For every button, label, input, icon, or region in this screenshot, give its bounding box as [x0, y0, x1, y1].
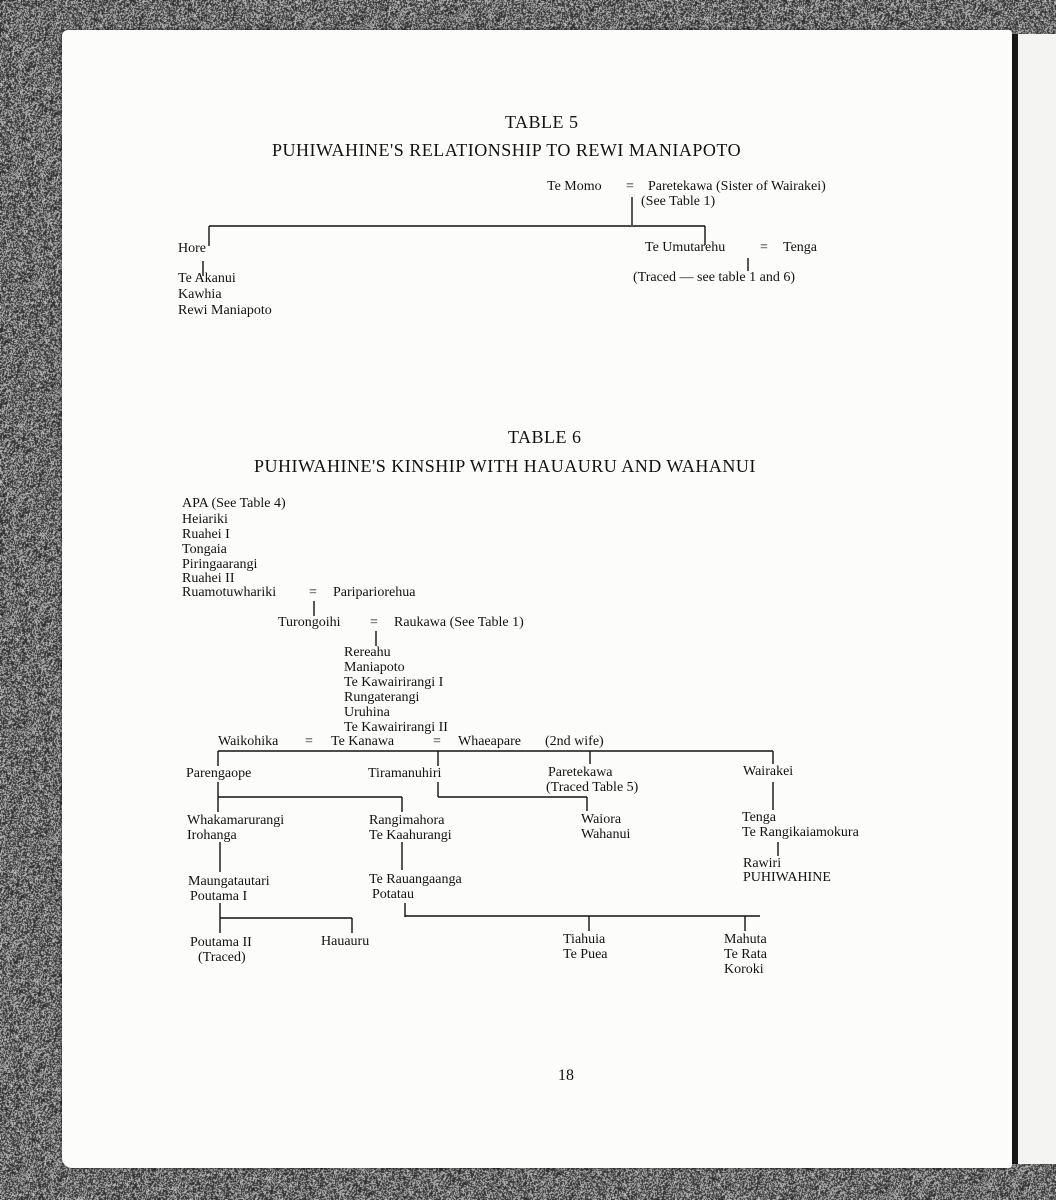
- t6-whakamarurangi: Whakamarurangi: [187, 813, 285, 828]
- t5-marriage-sign: =: [626, 179, 634, 194]
- t6-mahuta: Mahuta: [724, 932, 767, 947]
- t6-ruahei-2: Ruahei II: [182, 571, 235, 586]
- t5-traced-note: (Traced — see table 1 and 6): [633, 270, 795, 285]
- t6-wahanui: Wahanui: [581, 827, 631, 842]
- t6-te-kanawa: Te Kanawa: [331, 734, 395, 749]
- t6-marriage-sign-rua: =: [309, 585, 317, 600]
- t5-see-table1: (See Table 1): [641, 194, 716, 209]
- t6-te-rauangaanga: Te Rauangaanga: [369, 872, 462, 887]
- t6-puhiwahine: PUHIWAHINE: [743, 870, 831, 885]
- t5-paretekawa: Paretekawa (Sister of Wairakei): [648, 179, 826, 194]
- t6-rawiri: Rawiri: [743, 856, 782, 871]
- t6-maungatautari: Maungatautari: [188, 874, 270, 889]
- t6-waiora: Waiora: [581, 812, 622, 827]
- t6-tongaia: Tongaia: [182, 542, 227, 557]
- t6-waikohika: Waikohika: [218, 734, 279, 749]
- t6-ruamotuwhariki: Ruamotuwhariki: [182, 585, 277, 600]
- t6-te-rangikaiamokura: Te Rangikaiamokura: [742, 825, 859, 840]
- t6-koroki: Koroki: [724, 962, 764, 977]
- t6-te-kawairirangi-1: Te Kawairirangi I: [344, 675, 444, 690]
- t6-marriage-sign-tur: =: [370, 615, 378, 630]
- t6-apa: APA (See Table 4): [182, 496, 286, 511]
- table5-subtitle: PUHIWAHINE'S RELATIONSHIP TO REWI MANIAPOTO: [272, 140, 742, 160]
- t6-hauauru: Hauauru: [321, 934, 370, 949]
- table6-subtitle: PUHIWAHINE'S KINSHIP WITH HAUAURU AND WAHANUI: [254, 456, 756, 476]
- t5-marriage-sign-2: =: [760, 240, 768, 255]
- t6-poutama-2: Poutama II: [190, 935, 252, 950]
- t6-uruhina: Uruhina: [344, 705, 390, 720]
- t6-tiramanuhiri: Tiramanuhiri: [368, 766, 442, 781]
- t6-irohanga: Irohanga: [187, 828, 237, 843]
- facing-page-edge: [1018, 34, 1056, 1164]
- t6-traced-table5: (Traced Table 5): [546, 780, 639, 795]
- t6-poutama-1: Poutama I: [190, 889, 248, 904]
- t5-te-akanui: Te Akanui: [178, 271, 236, 286]
- t5-tenga: Tenga: [783, 240, 818, 255]
- t6-maniapoto: Maniapoto: [344, 660, 405, 675]
- t6-marriage-sign-kw: =: [433, 734, 441, 749]
- table6-title: TABLE 6: [508, 427, 582, 447]
- t6-te-puea: Te Puea: [563, 947, 608, 962]
- t6-tiahuia: Tiahuia: [563, 932, 606, 947]
- t5-rewi-maniapoto: Rewi Maniapoto: [178, 303, 272, 318]
- t6-heiariki: Heiariki: [182, 512, 228, 527]
- t6-wairakei: Wairakei: [743, 764, 794, 779]
- t6-te-kaahurangi: Te Kaahurangi: [369, 828, 452, 843]
- t6-rereahu: Rereahu: [344, 645, 391, 660]
- page-number: 18: [558, 1067, 574, 1084]
- table5-title: TABLE 5: [505, 112, 579, 132]
- t6-turongoihi: Turongoihi: [278, 615, 341, 630]
- t6-potatau: Potatau: [372, 887, 414, 902]
- t6-parengaope: Parengaope: [186, 766, 252, 781]
- t6-piringaarangi: Piringaarangi: [182, 557, 258, 572]
- t5-kawhia: Kawhia: [178, 287, 222, 302]
- t6-second-wife: (2nd wife): [545, 734, 604, 749]
- t6-rangimahora: Rangimahora: [369, 813, 445, 828]
- t6-traced: (Traced): [198, 950, 246, 965]
- t6-te-kawairirangi-2: Te Kawairirangi II: [344, 720, 448, 735]
- t5-te-umutarehu: Te Umutarehu: [645, 240, 726, 255]
- t6-paretekawa: Paretekawa: [548, 765, 613, 780]
- t5-te-momo: Te Momo: [547, 179, 602, 194]
- t6-paripariorehua: Paripariorehua: [333, 585, 416, 600]
- t6-te-rata: Te Rata: [724, 947, 767, 962]
- t6-rungaterangi: Rungaterangi: [344, 690, 420, 705]
- t6-ruahei-1: Ruahei I: [182, 527, 230, 542]
- t5-hore: Hore: [178, 241, 206, 256]
- t6-raukawa: Raukawa (See Table 1): [394, 615, 524, 630]
- t6-whaeapare: Whaeapare: [458, 734, 521, 749]
- t6-tenga: Tenga: [742, 810, 777, 825]
- t6-marriage-sign-wk: =: [305, 734, 313, 749]
